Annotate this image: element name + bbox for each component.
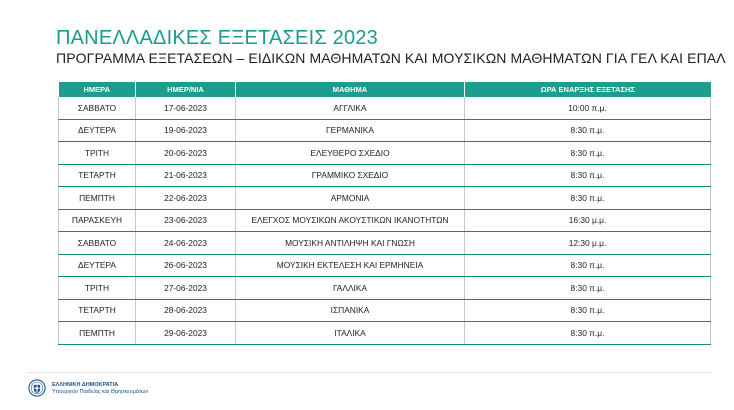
cell-subject: ΓΕΡΜΑΝΙΚΑ	[236, 119, 465, 142]
cell-day: ΔΕΥΤΕΡΑ	[59, 119, 136, 142]
cell-subject: ΕΛΕΓΧΟΣ ΜΟΥΣΙΚΩΝ ΑΚΟΥΣΤΙΚΩΝ ΙΚΑΝΟΤΗΤΩΝ	[236, 209, 465, 232]
table-row	[59, 232, 711, 255]
cell-start-time: 8:30 π.μ.	[465, 187, 711, 210]
cell-subject: ΑΡΜΟΝΙΑ	[236, 187, 465, 210]
page-subtitle: ΠΡΟΓΡΑΜΜΑ ΕΞΕΤΑΣΕΩΝ – ΕΙΔΙΚΩΝ ΜΑΘΗΜΑΤΩΝ ΚΑΙ ΜΟΥΣΙΚΩΝ ΜΑΘΗΜΑΤΩΝ ΓΙΑ ΓΕΛ ΚΑΙ ΕΠΑΛ	[56, 50, 726, 66]
footer-organization	[52, 382, 148, 396]
page-title: ΠΑΝΕΛΛΑΔΙΚΕΣ ΕΞΕΤΑΣΕΙΣ 2023	[56, 27, 378, 49]
table-row	[59, 164, 711, 187]
cell-day: ΤΕΤΑΡΤΗ	[59, 299, 136, 322]
cell-date: 21-06-2023	[136, 164, 236, 187]
table-row	[59, 187, 711, 210]
cell-date: 27-06-2023	[136, 277, 236, 300]
cell-day: ΤΕΤΑΡΤΗ	[59, 164, 136, 187]
table-row	[59, 322, 711, 345]
table-row	[59, 97, 711, 119]
cell-subject: ΓΡΑΜΜΙΚΟ ΣΧΕΔΙΟ	[236, 164, 465, 187]
table-row	[59, 142, 711, 165]
table-row	[59, 277, 711, 300]
cell-subject: ΜΟΥΣΙΚΗ ΑΝΤΙΛΗΨΗ ΚΑΙ ΓΝΩΣΗ	[236, 232, 465, 255]
cell-day: ΠΕΜΠΤΗ	[59, 322, 136, 345]
column-header-day: ΗΜΕΡΑ	[59, 82, 136, 97]
cell-start-time: 16:30 μ.μ.	[465, 209, 711, 232]
cell-date: 17-06-2023	[136, 97, 236, 119]
cell-date: 24-06-2023	[136, 232, 236, 255]
column-header-start-time: ΩΡΑ ΕΝΑΡΞΗΣ ΕΞΕΤΑΣΗΣ	[465, 82, 711, 97]
cell-subject: ΕΛΕΥΘΕΡΟ ΣΧΕΔΙΟ	[236, 142, 465, 165]
cell-start-time: 8:30 π.μ.	[465, 119, 711, 142]
column-header-date: ΗΜΕΡ/ΝΙΑ	[136, 82, 236, 97]
cell-date: 29-06-2023	[136, 322, 236, 345]
greek-coat-of-arms-icon	[28, 379, 46, 397]
footer-divider	[28, 372, 712, 373]
cell-start-time: 8:30 π.μ.	[465, 142, 711, 165]
table-row	[59, 119, 711, 142]
cell-subject: ΜΟΥΣΙΚΗ ΕΚΤΕΛΕΣΗ ΚΑΙ ΕΡΜΗΝΕΙΑ	[236, 254, 465, 277]
cell-day: ΣΑΒΒΑΤΟ	[59, 97, 136, 119]
table-row	[59, 254, 711, 277]
cell-subject: ΑΓΓΛΙΚΑ	[236, 97, 465, 119]
cell-day: ΔΕΥΤΕΡΑ	[59, 254, 136, 277]
cell-day: ΣΑΒΒΑΤΟ	[59, 232, 136, 255]
cell-date: 19-06-2023	[136, 119, 236, 142]
cell-day: ΤΡΙΤΗ	[59, 277, 136, 300]
cell-start-time: 8:30 π.μ.	[465, 322, 711, 345]
footer-org-name: ΕΛΛΗΝΙΚΗ ΔΗΜΟΚΡΑΤΙΑ	[52, 382, 119, 388]
cell-date: 23-06-2023	[136, 209, 236, 232]
table-row	[59, 299, 711, 322]
cell-subject: ΓΑΛΛΙΚΑ	[236, 277, 465, 300]
cell-day: ΠΕΜΠΤΗ	[59, 187, 136, 210]
cell-start-time: 12:30 μ.μ.	[465, 232, 711, 255]
cell-start-time: 8:30 π.μ.	[465, 164, 711, 187]
cell-date: 22-06-2023	[136, 187, 236, 210]
cell-day: ΠΑΡΑΣΚΕΥΗ	[59, 209, 136, 232]
cell-date: 28-06-2023	[136, 299, 236, 322]
cell-start-time: 8:30 π.μ.	[465, 254, 711, 277]
column-header-subject: ΜΑΘΗΜΑ	[236, 82, 465, 97]
table-header-row	[59, 82, 711, 97]
cell-start-time: 10:00 π.μ.	[465, 97, 711, 119]
cell-start-time: 8:30 π.μ.	[465, 299, 711, 322]
cell-start-time: 8:30 π.μ.	[465, 277, 711, 300]
cell-subject: ΙΤΑΛΙΚΑ	[236, 322, 465, 345]
table-row	[59, 209, 711, 232]
cell-date: 26-06-2023	[136, 254, 236, 277]
cell-day: ΤΡΙΤΗ	[59, 142, 136, 165]
exam-schedule-table	[58, 82, 711, 345]
cell-subject: ΙΣΠΑΝΙΚΑ	[236, 299, 465, 322]
footer-ministry-name: Υπουργείο Παιδείας και Θρησκευμάτων	[52, 389, 149, 395]
cell-date: 20-06-2023	[136, 142, 236, 165]
